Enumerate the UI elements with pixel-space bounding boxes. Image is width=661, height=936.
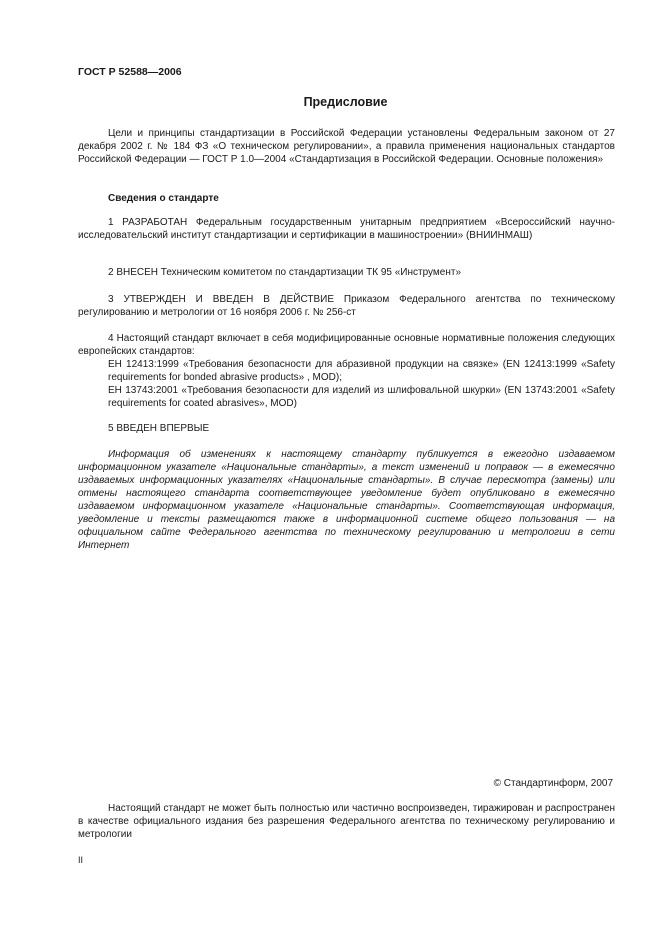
item-introduced: [78, 266, 615, 279]
item-en1-text: ЕН 12413:1999 «Требования безопасности для абразивной продукции на связке» (EN 12413:1999 «Safety requirements for bonded abrasive products» , MOD);: [108, 359, 615, 383]
notice-paragraph: Информация об изменениях к настоящему стандарту публикуется в ежегодно издаваемом информационном указателе «Национальные стандарты», а текст изменений и поправок — в ежемесячно издаваемых информационных указателях «Национальные стандарты». В случае пересмотра (замены) или отмены настоящего стандарта соответствующее уведомление будет опубликовано в ежемесячно издаваемом информационном указателе «Национальные стандарты». Соответствующая информация, уведомление и тексты размещаются также в информационной системе общего пользования — на официальном сайте Федерального агентства по техническому регулированию и метрологии в сети Интернет: [78, 449, 615, 551]
info-heading: Сведения о стандарте: [108, 193, 219, 204]
intro-paragraph: Цели и принципы стандартизации в Российской Федерации установлены Федеральным законом от 27 декабря 2002 г. № 184 ФЗ «О техническом регулировании», а правила применения национальных стандартов Российской Федерации — ГОСТ Р 1.0—2004 «Стандартизация в Российской Федерации. Основные положения»: [78, 128, 615, 165]
intro-section: [78, 127, 615, 166]
item-en2-text: ЕН 13743:2001 «Требования безопасности для изделий из шлифовальной шкурки» (EN 13743:2001 «Safety requirements for coated abrasives», MOD): [108, 385, 615, 409]
item-approved: [78, 293, 615, 319]
reproduction-notice: Настоящий стандарт не может быть полностью или частично воспроизведен, тиражирован и распространен в качестве официального издания без разрешения Федерального агентства по техническому регулированию и метрологии: [78, 803, 615, 840]
item-developed: [78, 216, 615, 242]
copyright: © Стандартинформ, 2007: [493, 778, 613, 789]
item-includes: [78, 332, 615, 410]
item-first-text: 5 ВВЕДЕН ВПЕРВЫЕ: [108, 423, 210, 434]
item-first: [78, 422, 615, 435]
item-introduced-text: 2 ВНЕСЕН Техническим комитетом по стандартизации ТК 95 «Инструмент»: [108, 267, 462, 278]
page-title: Предисловие: [303, 95, 388, 109]
standard-code: ГОСТ Р 52588—2006: [78, 66, 182, 78]
notice-section: [78, 448, 615, 552]
item-includes-text: 4 Настоящий стандарт включает в себя модифицированные основные нормативные положения следующих европейских стандартов:: [78, 333, 615, 357]
item-developed-text: 1 РАЗРАБОТАН Федеральным государственным унитарным предприятием «Всероссийский научно-исследовательский институт стандартизации и сертификации в машиностроении» (ВНИИНМАШ): [78, 217, 615, 241]
reproduction-section: [78, 802, 615, 841]
page-number: II: [78, 855, 84, 865]
item-approved-text: 3 УТВЕРЖДЕН И ВВЕДЕН В ДЕЙСТВИЕ Приказом Федерального агентства по техническому регулированию и метрологии от 16 ноября 2006 г. № 256-ст: [78, 294, 615, 318]
